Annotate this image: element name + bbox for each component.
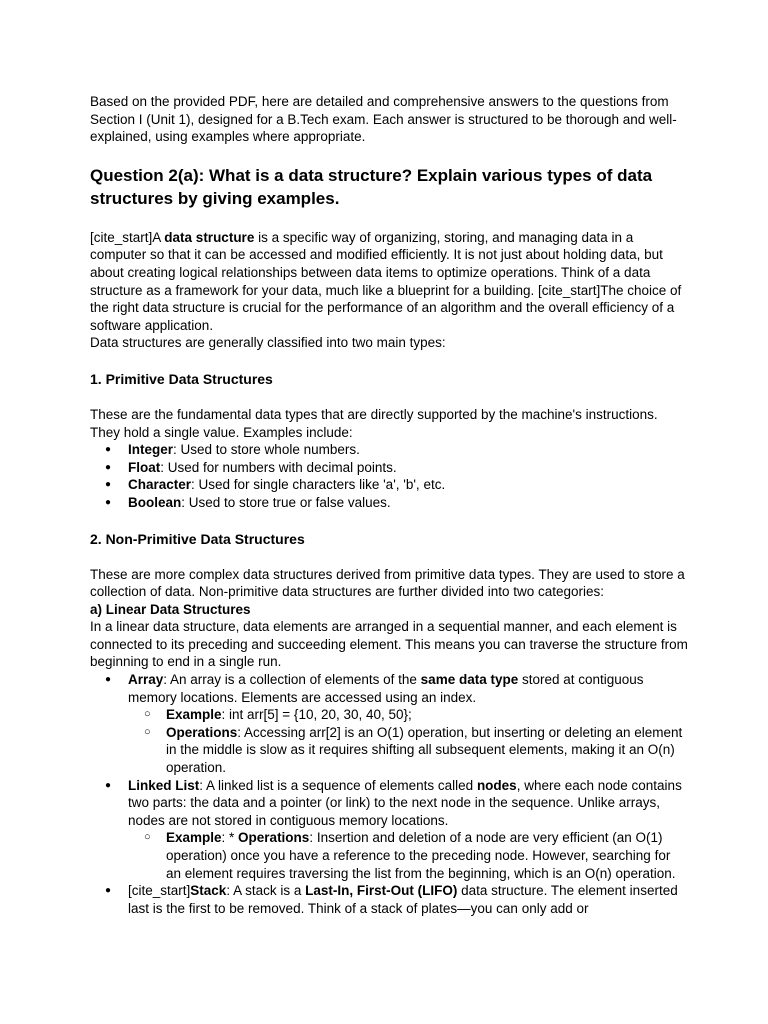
- array-bold: same data type: [420, 672, 519, 688]
- list-item-linked-list: [90, 777, 688, 830]
- list-item-text: : Used for single characters like 'a', 'b', etc.: [191, 477, 446, 493]
- primitive-description: These are the fundamental data types that are directly supported by the machine's instructions. They hold a single value. Examples include:: [90, 406, 658, 440]
- list-item: [90, 459, 688, 477]
- linked-operations-text: : Insertion and deletion of a node are very efficient (an O(1) operation) once you have a reference to the preceding node. However, searching for an element requires traversing the list from the beginning, which is an O(n) operation.: [166, 830, 676, 881]
- non-primitive-description: These are more complex data structures derived from primitive data types. They are used to store a collection of data. Non-primitive data structures are further divided into two categories:: [90, 566, 685, 600]
- linked-list-bold: nodes: [476, 777, 517, 793]
- linked-list-term: Linked List: [128, 777, 200, 793]
- linked-operations-term: Operations: [238, 830, 310, 846]
- array-example-text: : int arr[5] = {10, 20, 30, 40, 50};: [221, 707, 412, 723]
- linked-list-text-1: : A linked list is a sequence of elements called: [199, 777, 477, 793]
- list-item-term: Integer: [128, 442, 174, 458]
- primitive-heading: 1. Primitive Data Structures: [90, 370, 273, 387]
- stack-term: Stack: [190, 883, 227, 899]
- list-item-text: : Used to store whole numbers.: [173, 442, 360, 458]
- stack-bold: Last-In, First-Out (LIFO): [305, 883, 458, 899]
- intro-paragraph: Based on the provided PDF, here are detailed and comprehensive answers to the questions from Section I (Unit 1), designed for a B.Tech exam. Each answer is structured to be thorough and well-explained, using examples where appropriate.: [90, 94, 677, 145]
- array-text-1: : An array is a collection of elements of the: [163, 672, 421, 688]
- list-item: [90, 441, 688, 459]
- array-operations-term: Operations: [166, 724, 238, 740]
- stack-text-2: data structure. The element inserted last is the first to be removed. Think of a stack of plates—you can only add or: [128, 883, 678, 916]
- array-operations-text: : Accessing arr[2] is an O(1) operation, but inserting or deleting an element in the middle is slow as it requires shifting all subsequent elements, making it an O(n) operation.: [166, 724, 683, 776]
- definition-post: is a specific way of organizing, storing, and managing data in a computer so that it can be accessed and modified efficiently. It is not just about holding data, but about creating logical relationships between data items to optimize operations. Think of a data structure as a framework for your data, much like a blueprint for a building. [cite_start]The choice of the right data structure is crucial for the performance of an algorithm and the overall efficiency of a software application.: [90, 229, 682, 333]
- list-item: [90, 494, 688, 512]
- list-item: [90, 476, 688, 494]
- list-item-text: : Used for numbers with decimal points.: [160, 459, 397, 475]
- array-example-term: Example: [166, 707, 222, 723]
- non-primitive-heading: 2. Non-Primitive Data Structures: [90, 530, 305, 547]
- linear-list: [90, 671, 688, 917]
- list-item-term: Float: [128, 459, 161, 475]
- list-item-text: : Used to store true or false values.: [181, 494, 391, 510]
- stack-pre: [cite_start]: [128, 883, 191, 899]
- list-item-array: [90, 671, 688, 706]
- definition-paragraph: [90, 229, 688, 335]
- definition-term: data structure: [164, 229, 255, 245]
- array-text-2: stored at contiguous memory locations. Elements are accessed using an index.: [128, 672, 644, 705]
- sub-list-item: [90, 829, 688, 882]
- sub-list-item: [90, 706, 688, 724]
- linear-heading: a) Linear Data Structures: [90, 601, 251, 617]
- linked-list-text-2: , where each node contains two parts: the data and a pointer (or link) to the next node in the sequence. Unlike arrays, nodes are not stored in contiguous memory locations.: [128, 777, 682, 828]
- definition-pre: [cite_start]A: [90, 229, 165, 245]
- sub-list-item: [90, 724, 688, 777]
- array-term: Array: [128, 672, 164, 688]
- list-item-stack: [90, 882, 688, 917]
- primitive-list: [90, 441, 688, 511]
- classification-paragraph: Data structures are generally classified into two main types:: [90, 335, 446, 351]
- linked-example-term: Example: [166, 830, 222, 846]
- stack-text-1: : A stack is a: [226, 883, 306, 899]
- list-item-term: Character: [128, 477, 192, 493]
- linear-description: In a linear data structure, data elements are arranged in a sequential manner, and each element is connected to its preceding and succeeding element. This means you can traverse the structure from beginning to end in a single run.: [90, 619, 688, 670]
- linked-example-mid: : *: [221, 830, 239, 846]
- list-item-term: Boolean: [128, 494, 182, 510]
- question-heading: Question 2(a): What is a data structure? Explain various types of data structures by giving examples.: [90, 165, 653, 208]
